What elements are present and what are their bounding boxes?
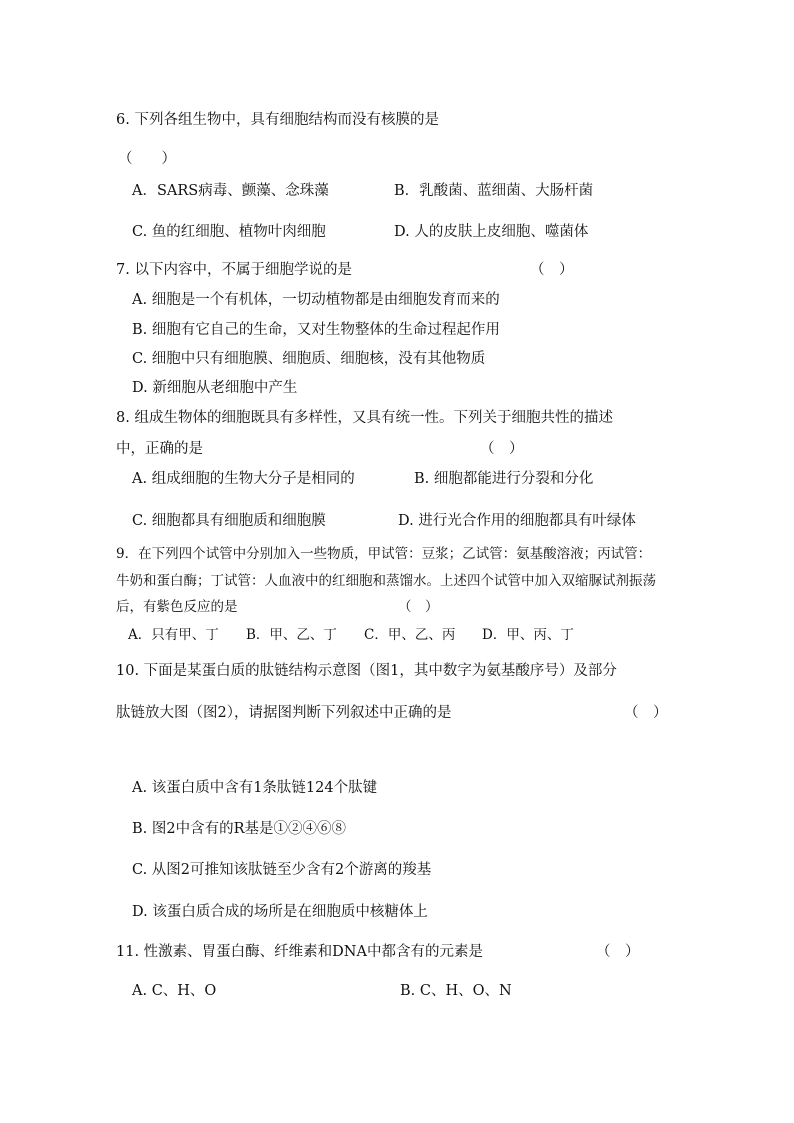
q6-option-c: C. 鱼的红细胞、植物叶肉细胞: [132, 224, 326, 240]
q7-stem: 7. 以下内容中，不属于细胞学说的是: [116, 262, 352, 278]
q10-answer-paren: （ ）: [624, 705, 668, 721]
q7-answer-paren: （ ）: [530, 262, 574, 278]
q10-option-a: A. 该蛋白质中含有1条肽链124个肽键: [132, 780, 378, 796]
q8-stem-line1: 8. 组成生物体的细胞既具有多样性，又具有统一性。下列关于细胞共性的描述: [116, 410, 613, 426]
q6-answer-paren: （ ）: [118, 151, 176, 167]
q9-option-c: C．甲、乙、丙: [364, 627, 456, 643]
q7-option-c: C. 细胞中只有细胞膜、细胞质、细胞核，没有其他物质: [132, 351, 486, 367]
q7-option-b: B. 细胞有它自己的生命，又对生物整体的生命过程起作用: [132, 322, 500, 338]
q7-option-d: D. 新细胞从老细胞中产生: [132, 380, 298, 396]
q6-option-a: A．SARS病毒、颤藻、念珠藻: [132, 183, 329, 199]
q8-option-a: A. 组成细胞的生物大分子是相同的: [132, 471, 355, 487]
q9-option-b: B．甲、乙、丁: [246, 627, 337, 643]
q8-stem-line2: 中，正确的是: [116, 441, 203, 457]
q11-option-b: B. C、H、O、N: [400, 983, 512, 999]
q6-option-b: B．乳酸菌、蓝细菌、大肠杆菌: [394, 183, 594, 199]
q6-stem: 6. 下列各组生物中，具有细胞结构而没有核膜的是: [116, 112, 439, 128]
q10-stem-line1: 10. 下面是某蛋白质的肽链结构示意图（图1，其中数字为氨基酸序号）及部分: [116, 663, 617, 679]
q7-option-a: A. 细胞是一个有机体，一切动植物都是由细胞发育而来的: [132, 292, 500, 308]
q10-stem-line2: 肽链放大图（图2），请据图判断下列叙述中正确的是: [116, 705, 452, 721]
q9-stem-line2: 牛奶和蛋白酶；丁试管：人血液中的红细胞和蒸馏水。上述四个试管中加入双缩脲试剂振荡: [116, 573, 656, 589]
q8-option-d: D. 进行光合作用的细胞都具有叶绿体: [398, 513, 636, 529]
q11-stem: 11. 性激素、胃蛋白酶、纤维素和DNA中都含有的元素是: [116, 944, 483, 960]
q11-answer-paren: （ ）: [596, 944, 640, 960]
q9-option-a: A．只有甲、丁: [128, 627, 219, 643]
q10-option-c: C. 从图2可推知该肽链至少含有2个游离的羧基: [132, 862, 432, 878]
q8-option-b: B. 细胞都能进行分裂和分化: [414, 471, 594, 487]
q9-stem-line1: 9．在下列四个试管中分别加入一些物质，甲试管：豆浆；乙试管：氨基酸溶液；丙试管：: [116, 546, 652, 562]
q9-answer-paren: （ ）: [398, 599, 439, 615]
q9-option-d: D．甲、丙、丁: [482, 627, 574, 643]
q8-answer-paren: （ ）: [480, 441, 524, 457]
q10-option-b: B. 图2中含有的R基是①②④⑥⑧: [132, 821, 347, 837]
q11-option-a: A. C、H、O: [132, 983, 217, 999]
q6-option-d: D. 人的皮肤上皮细胞、噬菌体: [394, 224, 589, 240]
q9-stem-line3: 后，有紫色反应的是: [116, 599, 238, 615]
q8-option-c: C. 细胞都具有细胞质和细胞膜: [132, 513, 326, 529]
q10-option-d: D. 该蛋白质合成的场所是在细胞质中核糖体上: [132, 904, 428, 920]
